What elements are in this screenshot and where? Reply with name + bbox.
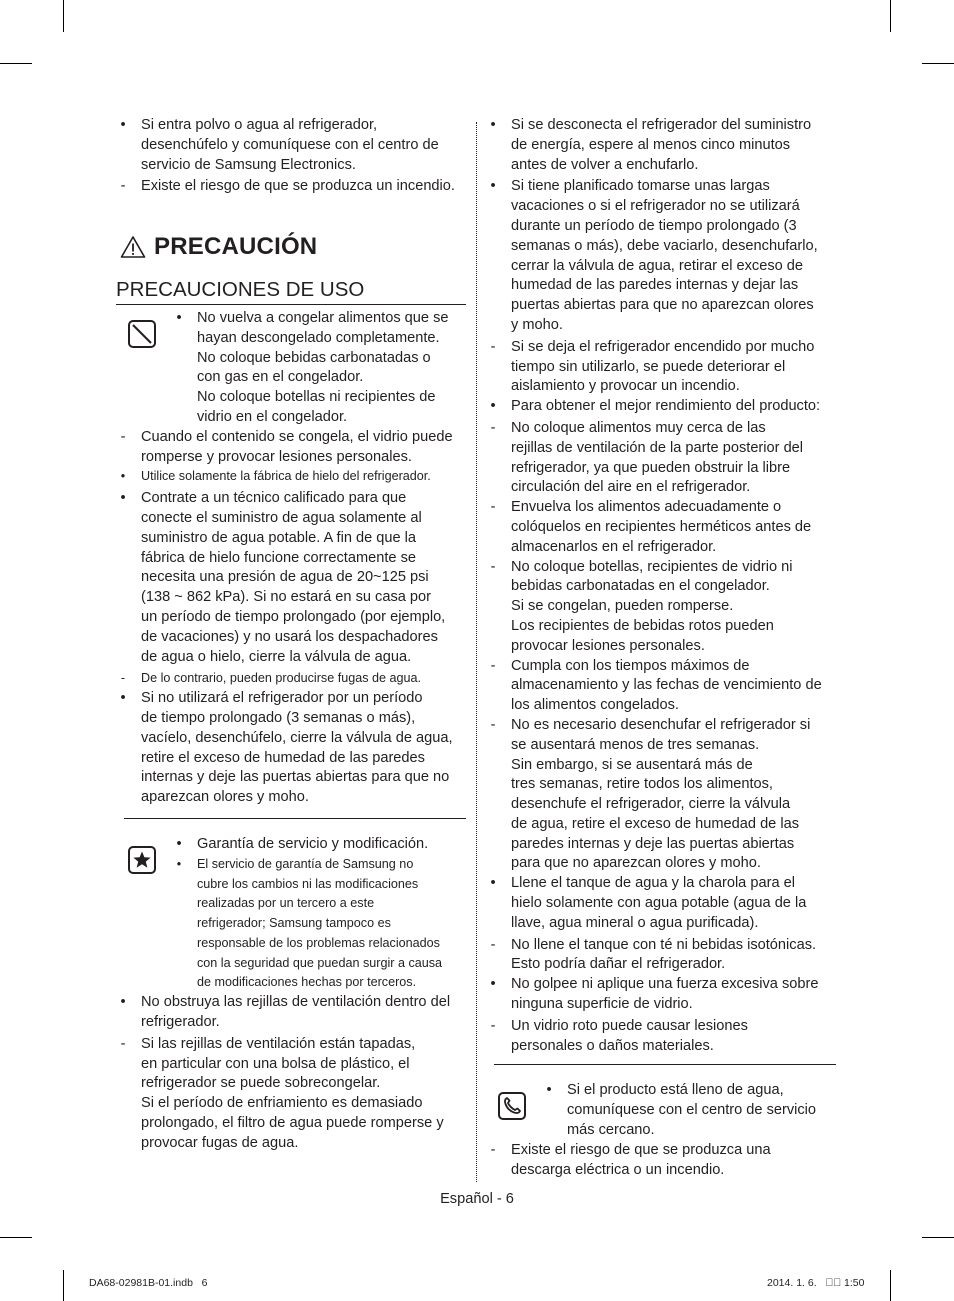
column-divider xyxy=(476,122,477,1182)
bullet-marker: • xyxy=(120,994,126,1011)
list-item-text: Si tiene planificado tomarse unas largas vacaciones o si el refrigerador no se utilizará durante un período de tiempo prolongado (3 semanas o más), debe vaciarlo, desenchufarlo, cerrar la válvula de agua, retirar el exceso de humedad de las paredes internas y dejar las puertas abiertas para que no aparezcan olores y moho. xyxy=(511,178,818,333)
bullet-marker: • xyxy=(176,309,182,326)
prohibited-note xyxy=(116,309,466,428)
left-top-list xyxy=(116,116,466,197)
list-item xyxy=(486,1141,836,1181)
dash-marker: - xyxy=(120,178,126,195)
right-list xyxy=(486,116,836,1056)
list-item xyxy=(116,993,466,1033)
list-item-text: Si se desconecta el refrigerador del suministro de energía, espere al menos cinco minutos antes de volver a enchufarlo. xyxy=(511,117,812,173)
list-item-text: No obstruya las rejillas de ventilación dentro del refrigerador. xyxy=(141,994,451,1031)
list-item xyxy=(172,835,466,855)
list-item-text: Si el producto está lleno de agua, comuníquese con el centro de servicio más cercano. xyxy=(567,1082,817,1139)
list-item xyxy=(116,177,466,197)
list-item xyxy=(486,975,836,1015)
list-item-text: No vuelva a congelar alimentos que se hayan descongelado completamente. No coloque bebidas carbonatadas o con gas en el congelador. No coloque botellas ni recipientes de vidrio en el congelador. xyxy=(197,309,449,425)
bullet-marker: • xyxy=(176,835,182,852)
phone-note xyxy=(486,1081,836,1140)
section-title: PRECAUCIONES DE USO xyxy=(116,280,466,305)
list-item xyxy=(116,116,466,175)
bullet-marker: • xyxy=(120,490,126,507)
crop-mark xyxy=(922,1237,954,1238)
bullet-marker: • xyxy=(120,117,126,133)
list-item-text: De lo contrario, pueden producirse fugas de agua. xyxy=(141,671,422,686)
print-slug-date: 2014. 1. 6. ￿￿ 1:50 xyxy=(767,1277,865,1289)
dash-marker: - xyxy=(490,657,496,674)
dash-marker: - xyxy=(490,419,496,436)
left-list-a xyxy=(116,428,466,808)
left-column xyxy=(116,116,466,1154)
list-item-text: Cumpla con los tiempos máximos de almacenamiento y las fechas de vencimiento de los alimentos congelados. xyxy=(511,657,822,714)
dash-marker: - xyxy=(490,338,496,355)
prohibited-icon xyxy=(128,320,156,348)
bullet-marker: • xyxy=(120,690,126,707)
crop-mark xyxy=(0,1237,32,1238)
list-item-text: Garantía de servicio y modificación. xyxy=(197,835,429,852)
list-item-text: Existe el riesgo de que se produzca una descarga eléctrica o un incendio. xyxy=(511,1141,771,1178)
bullet-marker: • xyxy=(546,1082,552,1099)
bullet-marker: • xyxy=(490,398,496,415)
divider xyxy=(124,818,466,819)
list-item xyxy=(486,419,836,498)
list-item xyxy=(172,309,466,428)
list-item xyxy=(486,338,836,397)
phone-icon xyxy=(498,1092,526,1120)
list-item xyxy=(116,467,466,487)
crop-mark xyxy=(890,1270,891,1301)
list-item-text: Cuando el contenido se congela, el vidrio puede romperse y provocar lesiones personales. xyxy=(141,428,453,465)
dash-marker: - xyxy=(490,716,496,733)
bullet-marker: • xyxy=(176,856,182,871)
dash-marker: - xyxy=(490,1141,496,1158)
bullet-marker: • xyxy=(490,178,496,195)
list-item-text: Contrate a un técnico calificado para que conecte el suministro de agua solamente al suministro de agua potable. A fin de que la fábrica de hielo funcione correctamente se necesita una presión de agua de 20~125 psi (138 ~ 862 kPa). Si no estará en su casa por un período de tiempo prolongado (por ejemplo, de vacaciones) y no usará los despachadores de agua o hielo, cierre la válvula de agua. xyxy=(141,490,446,665)
list-item xyxy=(116,689,466,808)
bullet-marker: • xyxy=(490,875,496,892)
list-item-text: No coloque botellas, recipientes de vidrio ni bebidas carbonatadas en el congelador. Si se congelan, pueden romperse. Los recipientes de bebidas rotos pueden provocar lesiones personales. xyxy=(511,558,793,654)
list-item-text: Para obtener el mejor rendimiento del producto: xyxy=(511,398,821,415)
star-icon xyxy=(128,846,156,874)
star-note xyxy=(116,835,466,993)
list-item-text: No es necesario desenchufar el refrigerador si se ausentará menos de tres semanas. Sin embargo, si se ausentará más de tres semanas, retire todos los alimentos, desenchufe el refrigerador, cierre la válvula de agua, retire el exceso de humedad de las paredes internas y deje las puertas abiertas para que no aparezcan olores y moho. xyxy=(511,716,811,872)
crop-mark xyxy=(0,63,32,64)
list-item-text: Un vidrio roto puede causar lesiones personales o daños materiales. xyxy=(511,1017,748,1054)
dash-marker: - xyxy=(120,1035,126,1052)
list-item xyxy=(116,489,466,667)
dash-marker: - xyxy=(120,428,126,445)
list-item-text: No llene el tanque con té ni bebidas isotónicas. Esto podría dañar el refrigerador. xyxy=(511,936,817,973)
list-item xyxy=(486,1017,836,1057)
list-item xyxy=(486,177,836,335)
list-item xyxy=(486,657,836,716)
dash-marker: - xyxy=(490,1017,496,1034)
list-item-text: Si entra polvo o agua al refrigerador, desenchúfelo y comuníquese con el centro de servicio de Samsung Electronics. xyxy=(141,117,439,173)
list-item xyxy=(172,855,466,994)
list-item xyxy=(486,936,836,976)
list-item-text: Si las rejillas de ventilación están tapadas, en particular con una bolsa de plástico, el refrigerador se puede sobrecongelar. Si el período de enfriamiento es demasiado prolongado, el filtro de agua puede romperse y provocar fugas de agua. xyxy=(141,1035,444,1151)
list-item xyxy=(486,558,836,657)
divider xyxy=(494,1064,836,1065)
bullet-marker: • xyxy=(120,469,126,484)
list-item-text: Utilice solamente la fábrica de hielo del refrigerador. xyxy=(141,469,431,484)
print-slug-file: DA68-02981B-01.indb 6 xyxy=(89,1277,208,1289)
list-item xyxy=(116,669,466,689)
crop-mark xyxy=(890,0,891,32)
list-item xyxy=(486,498,836,557)
warning-icon xyxy=(120,235,146,259)
crop-mark xyxy=(63,1270,64,1301)
list-item-text: Si no utilizará el refrigerador por un período de tiempo prolongado (3 semanas o más), vacíelo, desenchúfelo, cierre la válvula de agua, retire el exceso de humedad de las paredes internas y deje las puertas abiertas para que no aparezcan olores y moho. xyxy=(141,690,453,806)
list-item-text: Si se deja el refrigerador encendido por mucho tiempo sin utilizarlo, se puede deteriorar el aislamiento y provocar un incendio. xyxy=(511,338,815,395)
caution-heading xyxy=(116,235,466,259)
left-list-b xyxy=(116,993,466,1153)
page-number: Español - 6 xyxy=(440,1191,514,1207)
list-item-text: No coloque alimentos muy cerca de las rejillas de ventilación de la parte posterior del refrigerador, ya que pueden obstruir la libre circulación del aire en el refrigerador. xyxy=(511,419,804,496)
list-item xyxy=(486,397,836,417)
page-title: PRECAUCIÓN xyxy=(154,233,318,261)
list-item xyxy=(486,716,836,874)
bullet-marker: • xyxy=(490,117,496,133)
list-item xyxy=(542,1081,836,1140)
crop-mark xyxy=(63,0,64,32)
list-item-text: Llene el tanque de agua y la charola para el hielo solamente con agua potable (agua de la llave, agua mineral o agua purificada). xyxy=(511,875,807,931)
list-item-text: El servicio de garantía de Samsung no cubre los cambios ni las modificaciones realizadas por un tercero a este refrigerador; Samsung tampoco es responsable de los problemas relacionados con la seguridad que puedan surgir a causa de modificaciones hechas por terceros. xyxy=(197,856,443,990)
right-column xyxy=(486,116,836,1180)
bullet-marker: • xyxy=(490,976,496,993)
list-item xyxy=(486,874,836,933)
list-item xyxy=(116,1035,466,1154)
list-item xyxy=(116,428,466,468)
list-item-text: Envuelva los alimentos adecuadamente o colóquelos en recipientes herméticos antes de almacenarlos en el refrigerador. xyxy=(511,499,812,555)
list-item-text: No golpee ni aplique una fuerza excesiva sobre ninguna superficie de vidrio. xyxy=(511,976,819,1013)
dash-marker: - xyxy=(120,671,126,686)
list-item-text: Existe el riesgo de que se produzca un incendio. xyxy=(141,178,455,195)
dash-marker: - xyxy=(490,558,496,575)
dash-marker: - xyxy=(490,936,496,953)
list-item xyxy=(486,116,836,175)
crop-mark xyxy=(922,63,954,64)
dash-marker: - xyxy=(490,499,496,516)
